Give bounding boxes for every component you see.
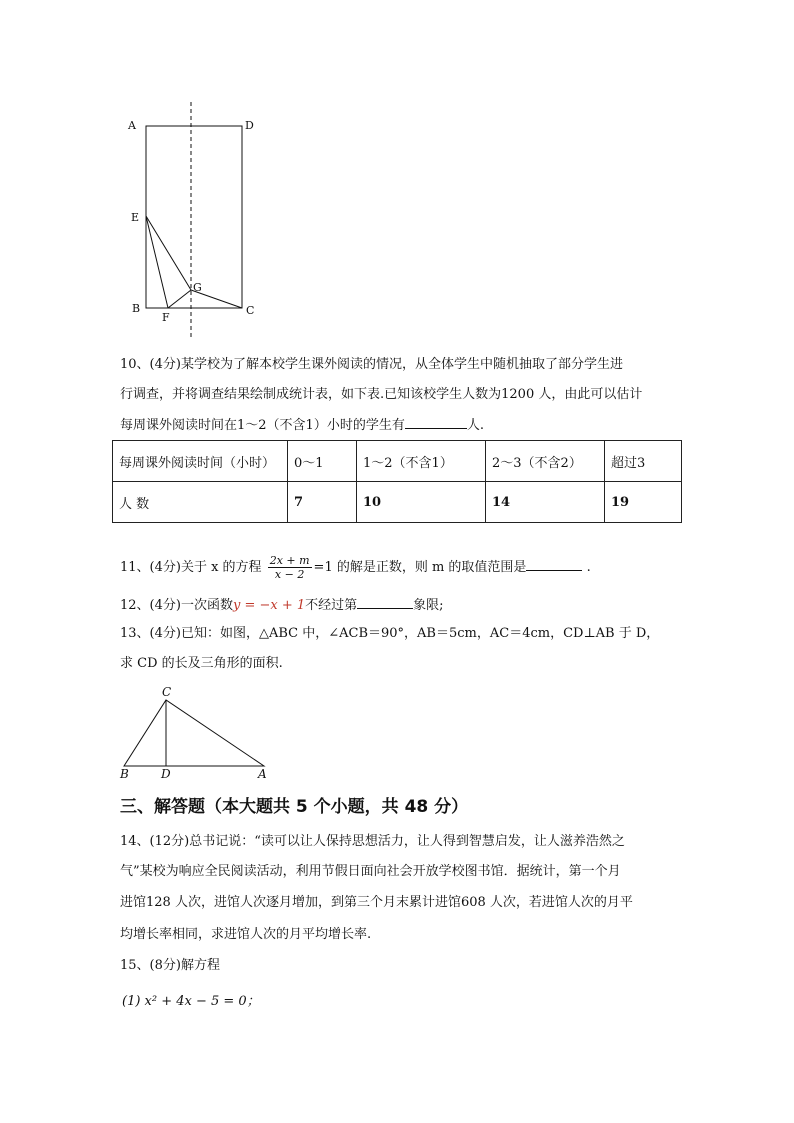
q14-line3: 进馆128 人次，进馆人次逐月增加，到第三个月末累计进馆608 人次，若进馆人次的月平 xyxy=(120,895,633,910)
label-b: B xyxy=(132,302,141,315)
table-header-cell: 每周课外阅读时间（小时） xyxy=(113,441,288,482)
segment-eg xyxy=(146,216,191,290)
label-d: D xyxy=(245,119,254,132)
q11-fraction-denominator: x − 2 xyxy=(274,568,305,581)
q14-line1: 14、(12分)总书记说：“读可以让人保持思想活力，让人得到智慧启发，让人滋养浩然之 xyxy=(120,834,625,849)
q10-line3-text: 每周课外阅读时间在1～2（不含1）小时的学生有 xyxy=(120,418,405,433)
label-e: E xyxy=(131,211,140,224)
figure-rectangle-fold xyxy=(120,100,270,340)
table-header-row xyxy=(113,441,682,482)
q11-answer-blank[interactable] xyxy=(526,556,582,571)
q12-text-mid: 不经过第 xyxy=(305,598,358,613)
table-cell: 7 xyxy=(288,482,357,523)
q12-formula: y = −x + 1 xyxy=(232,598,306,613)
label-c: C xyxy=(162,685,172,699)
q11-line xyxy=(120,553,591,583)
section-3-title: 三、解答题（本大题共 5 个小题，共 48 分） xyxy=(120,797,469,817)
q14-line2: 气”某校为响应全民阅读活动，利用节假日面向社会开放学校图书馆．据统计，第一个月 xyxy=(120,864,621,879)
label-c: C xyxy=(246,304,255,317)
figure-triangle xyxy=(112,682,282,782)
label-g: G xyxy=(193,281,202,294)
table-header-cell: 0～1 xyxy=(288,441,357,482)
table-cell: 14 xyxy=(486,482,605,523)
table-cell: 19 xyxy=(605,482,682,523)
q11-fraction-numerator: 2x + m xyxy=(269,554,310,567)
label-a: A xyxy=(128,119,136,132)
table-cell: 10 xyxy=(357,482,486,523)
segment-fg xyxy=(168,290,191,308)
q10-line3-end: 人. xyxy=(466,418,484,433)
table-cell: 人 数 xyxy=(113,482,288,523)
q10-line3 xyxy=(120,414,484,436)
q12-line xyxy=(120,594,444,616)
q12-text-post: 象限; xyxy=(413,598,444,613)
segment-ef xyxy=(146,216,168,308)
q15-line1: 15、(8分)解方程 xyxy=(120,958,220,973)
q11-text-end: . xyxy=(586,560,591,575)
label-f: F xyxy=(162,311,170,324)
q13-line2: 求 CD 的长及三角形的面积. xyxy=(120,656,283,671)
label-d: D xyxy=(161,767,171,781)
q11-text-pre: 11、(4分)关于 x 的方程 xyxy=(120,560,262,575)
q15-equation-1: (1) x² + 4x − 5 = 0； xyxy=(122,994,260,1009)
label-b: B xyxy=(120,767,129,781)
q14-line4: 均增长率相同，求进馆人次的月平均增长率. xyxy=(120,927,372,942)
reading-time-table xyxy=(112,440,682,523)
table-row xyxy=(113,482,682,523)
q12-answer-blank[interactable] xyxy=(357,594,413,609)
table-header-cell: 1～2（不含1） xyxy=(357,441,486,482)
label-a: A xyxy=(258,767,267,781)
q13-line1: 13、(4分)已知：如图，△ABC 中，∠ACB＝90°，AB＝5cm，AC＝4cm，CD⊥AB 于 D， xyxy=(120,626,660,641)
q12-text-pre: 12、(4分)一次函数 xyxy=(120,598,233,613)
q11-fraction xyxy=(268,554,312,581)
q11-text-post: =1 的解是正数，则 m 的取值范围是 xyxy=(313,560,527,575)
q10-line2: 行调查，并将调查结果绘制成统计表，如下表.已知该校学生人数为1200 人，由此可以估计 xyxy=(120,387,643,402)
table-header-cell: 超过3 xyxy=(605,441,682,482)
q10-answer-blank[interactable] xyxy=(405,414,467,429)
triangle-abc xyxy=(124,700,264,766)
table-header-cell: 2～3（不含2） xyxy=(486,441,605,482)
q10-line1: 10、(4分)某学校为了解本校学生课外阅读的情况，从全体学生中随机抽取了部分学生进 xyxy=(120,357,623,372)
